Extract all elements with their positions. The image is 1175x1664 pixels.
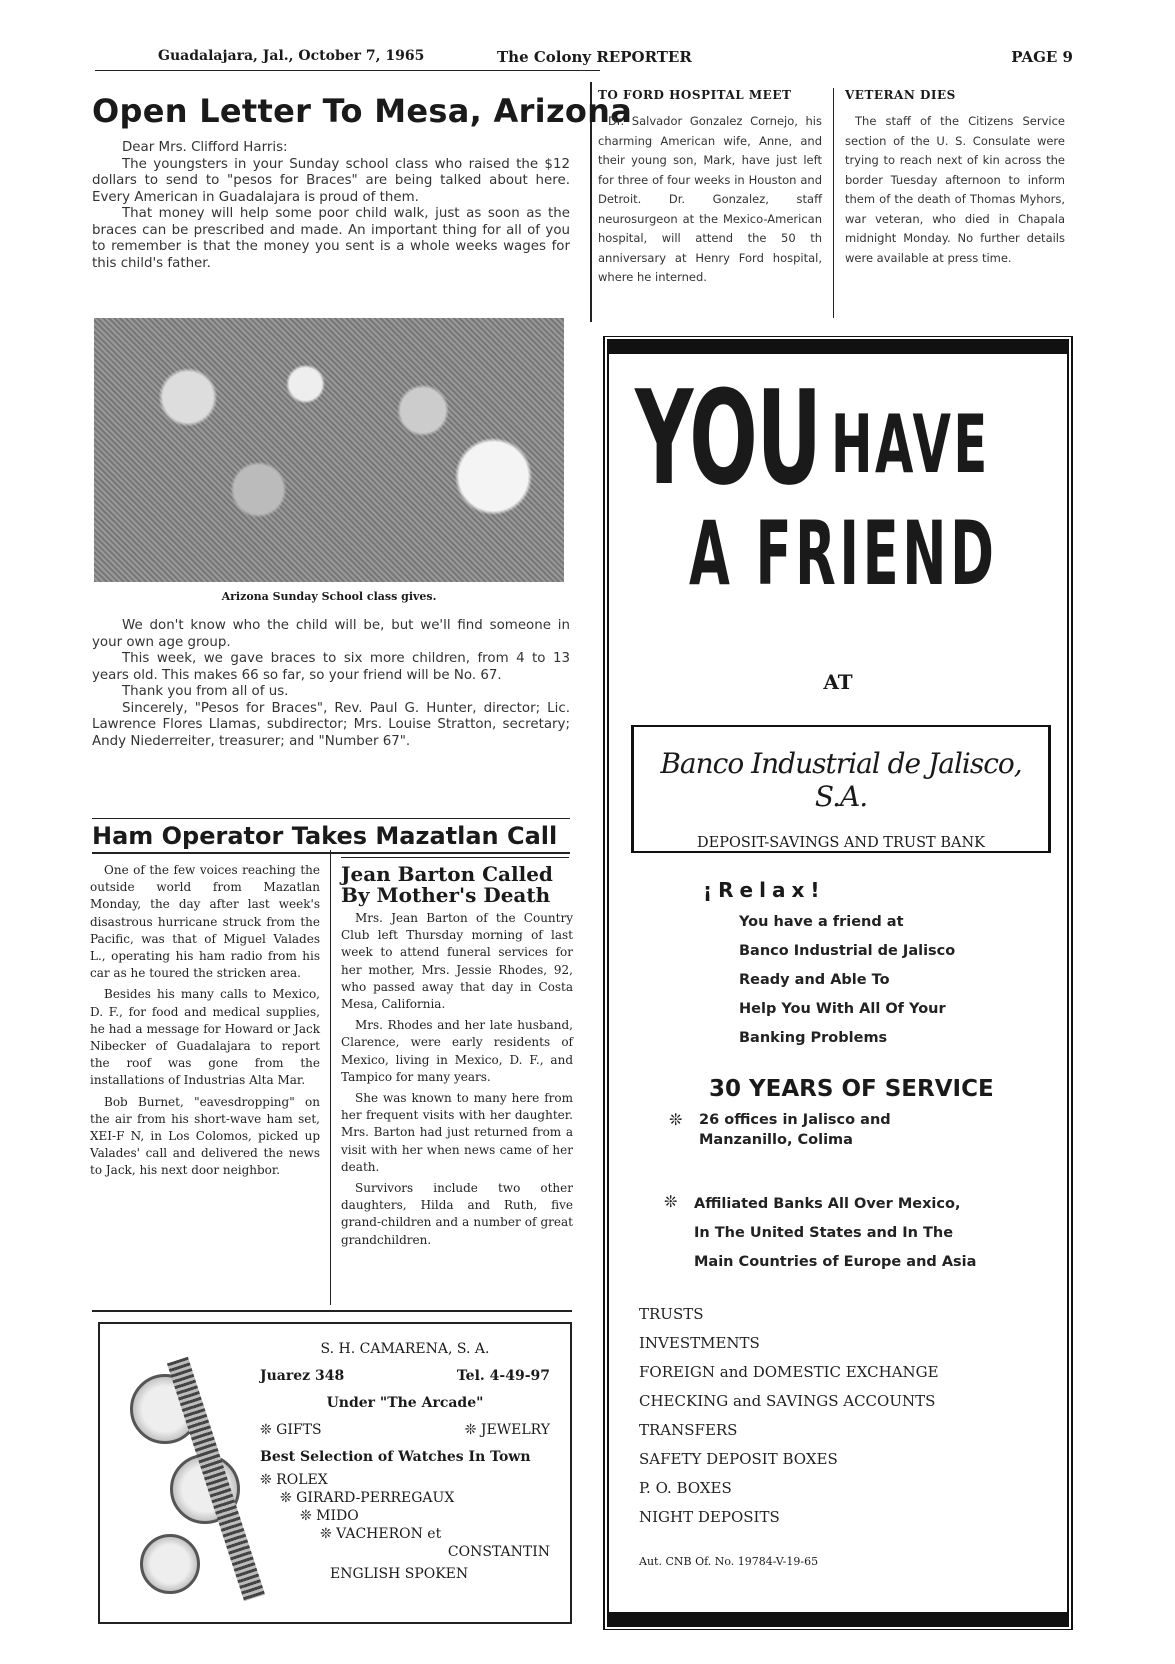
divider [92,1310,572,1312]
brand-cont: CONSTANTIN [447,1544,550,1560]
have-headline: HAVE [831,398,990,491]
paragraph: Sincerely, "Pesos for Braces", Rev. Paul G. Hunter, director; Lic. Lawrence Flores Llamas, subdirector; Mrs. Louise Stratton, secretary; Andy Niederreiter, treasurer; and "Number 67". [92,700,570,749]
watches-illustration [120,1354,250,1604]
asterisk-icon: ❊ [664,1192,678,1211]
paragraph: We don't know who the child will be, but we'll find someone in your own age group. [92,618,570,650]
watch-icon [140,1534,200,1594]
years-of-service: 30 YEARS OF SERVICE [709,1076,994,1102]
open-letter-body [92,140,570,272]
paragraph: She was known to many here from her frequent visits with her daughter. Mrs. Barton had just returned from a visit with her when news came of her death. [341,1091,573,1174]
page-number: PAGE 9 [1011,48,1073,66]
paper-name: The Colony REPORTER [497,48,692,66]
affiliated-text [694,1190,976,1277]
paragraph: Mrs. Jean Barton of the Country Club left Thursday morning of last week to attend funeral services for her mother, Mrs. Jessie Rhodes, 92, who passed away that day in Costa Mesa, California. [341,911,573,1012]
brand: ❊ MIDO [300,1508,359,1524]
dateline: Guadalajara, Jal., October 7, 1965 [158,48,425,64]
ford-body: Dr. Salvador Gonzalez Cornejo, his charming American wife, Anne, and their young son, Mark, have just left for three of four weeks in Houston and Detroit. Dr. Gonzalez, staff neurosurgeon at the Mexico-American hospital, will attend the 50 th anniversary at Henry Ford hospital, where he interned. [598,114,822,284]
brand: ❊ GIRARD-PERREGAUX [280,1490,455,1506]
paragraph: One of the few voices reaching the outside world from Mazatlan Monday, the day after last week's disastrous hurricane struck from the Pacific, was that of Miguel Valades L., operating his ham radio from his car as he toured the stricken area. [90,863,320,981]
line: 26 offices in Jalisco and [699,1112,891,1128]
bank-logo-box [631,725,1051,853]
line: Ready and Able To [739,972,890,988]
paragraph: Besides his many calls to Mexico, D. F., for food and medical supplies, he had a message for Howard or Jack Nibecker of Guadalajara to report the roof was gone from the installations of Industrias Alta Mar. [90,987,320,1088]
brand: ❊ VACHERON et [320,1526,442,1542]
divider [92,818,570,819]
asterisk-icon: ❊ [669,1110,683,1129]
english-spoken: ENGLISH SPOKEN [330,1566,469,1582]
tagline: Best Selection of Watches In Town [260,1449,531,1465]
bank-subtitle: DEPOSIT-SAVINGS AND TRUST BANK [697,835,985,851]
service-item: TRUSTS [639,1305,704,1323]
bank-ad [603,336,1073,1630]
paragraph: Thank you from all of us. [122,684,289,699]
column-rule [833,88,834,318]
divider [341,857,569,858]
brand: ❊ ROLEX [260,1472,328,1488]
photo-caption: Arizona Sunday School class gives. [221,590,437,603]
line: Manzanillo, Colima [699,1132,853,1148]
location: Under "The Arcade" [326,1395,484,1411]
ham-title: Ham Operator Takes Mazatlan Call [92,822,558,850]
line: Help You With All Of Your [739,1001,946,1017]
paragraph: Bob Burnet, "eavesdropping" on the air from his short-wave ham set, XEI-F N, in Los Colomos, picked up Valades' call and delivered the news to Jack, his next door neighbor. [90,1094,320,1178]
line: You have a friend at [739,914,904,930]
service-item: P. O. BOXES [639,1479,732,1497]
header-rule [95,70,600,71]
barton-body [341,910,573,1253]
line: Main Countries of Europe and Asia [694,1254,977,1270]
paragraph: That money will help some poor child walk, just as soon as the braces can be prescribed and made. An important thing for all of you to remember is that the money you sent is a whole weeks wages for this child's father. [92,206,570,271]
open-letter-title: Open Letter To Mesa, Arizona [92,92,633,130]
paragraph: The youngsters in your Sunday school class who raised the $12 dollars to send to "pesos for Braces" are being talked about here. Every American in Guadalajara is proud of them. [92,156,570,205]
divider [92,852,570,854]
service-item: SAFETY DEPOSIT BOXES [639,1450,838,1468]
ad-top-bar [609,340,1067,354]
address: Juarez 348 [260,1368,345,1384]
relax-heading: ¡Relax! [703,878,826,902]
ford-title: TO FORD HOSPITAL MEET [598,88,792,102]
relax-text [739,908,955,1053]
service-item: FOREIGN and DOMESTIC EXCHANGE [639,1363,939,1381]
phone: Tel. 4-49-97 [456,1368,550,1384]
paragraph: Survivors include two other daughters, Hilda and Ruth, five grand-children and a number of great grandchildren. [341,1181,573,1247]
at-label: AT [823,670,853,694]
camarena-ad [98,1322,572,1624]
camarena-text [260,1336,550,1588]
bank-logo-script: Banco Industrial de Jalisco, S.A. [660,747,1022,813]
authorization-number: Aut. CNB Of. No. 19784-V-19-65 [639,1555,819,1568]
open-letter-body-2 [92,618,570,750]
veteran-body: The staff of the Citizens Service section of the U. S. Consulate were trying to reach next of kin across the border Tuesday afternoon to inform them of the death of Thomas Myhors, war veteran, who died in Chapala midnight Monday. No further details were available at press time. [845,114,1065,265]
service-item: CHECKING and SAVINGS ACCOUNTS [639,1392,936,1410]
paragraph: This week, we gave braces to six more children, from 4 to 13 years old. This makes 66 so far, so your friend will be No. 67. [92,651,570,683]
store-name: S. H. CAMARENA, S. A. [320,1341,490,1357]
ad-bottom-bar [609,1612,1067,1626]
column-rule [330,850,331,1305]
friend-headline: A FRIEND [689,502,998,605]
service-item: NIGHT DEPOSITS [639,1508,780,1526]
paragraph: Mrs. Rhodes and her late husband, Clarence, were early residents of Mexico, living in Mexico, D. F., and Tampico for many years. [341,1018,573,1084]
service-item: INVESTMENTS [639,1334,760,1352]
line: Banking Problems [739,1030,888,1046]
salutation: Dear Mrs. Clifford Harris: [122,140,288,155]
jewelry: ❊ JEWELRY [464,1422,550,1438]
you-headline: YOU [635,362,821,514]
service-item: TRANSFERS [639,1421,738,1439]
line: In The United States and In The [694,1225,954,1241]
line: Banco Industrial de Jalisco [739,943,956,959]
barton-title: Jean Barton Called By Mother's Death [341,862,553,907]
sunday-school-photo [94,318,564,582]
line: Affiliated Banks All Over Mexico, [694,1196,961,1212]
veteran-title: VETERAN DIES [845,88,956,102]
gifts: ❊ GIFTS [260,1422,322,1438]
ham-body [90,862,320,1184]
offices-text [699,1110,891,1150]
services-list [639,1300,939,1532]
